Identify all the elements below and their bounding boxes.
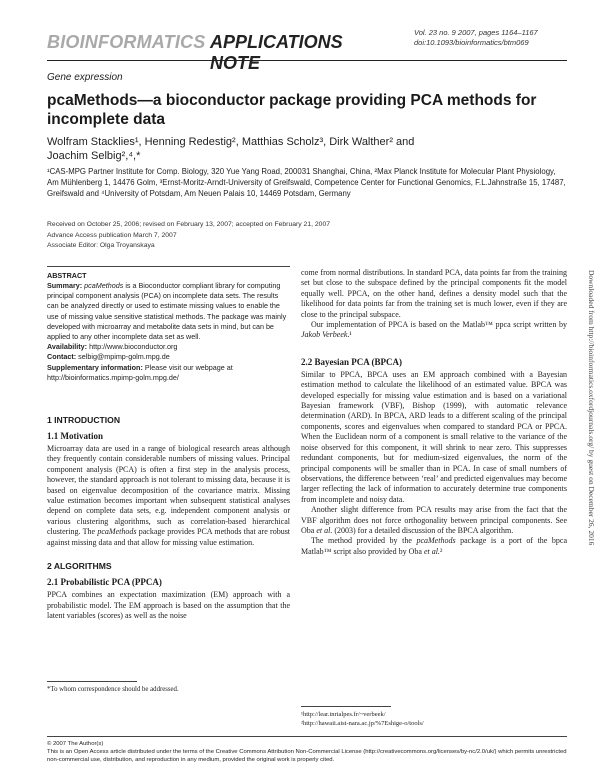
doi-line: doi:10.1093/bioinformatics/btm069 (414, 38, 529, 47)
left-column (47, 268, 290, 621)
bpca-p3-text-a: The method provided by the (311, 536, 412, 546)
subsection-heading-ppca: 2.1 Probabilistic PCA (PPCA) (47, 577, 162, 588)
author-line-2: Joachim Selbig²,⁴,* (47, 150, 141, 162)
ppca-implementation-paragraph (301, 320, 567, 341)
download-watermark: Downloaded from http://bioinformatics.oxfordjournals.org/ by guest on December 26, 2016 (587, 270, 596, 546)
abstract-rule (47, 266, 290, 267)
paper-title: pcaMethods—a bioconductor package providing PCA methods for incomplete data (47, 92, 537, 128)
article-history (47, 220, 567, 252)
ppca-paragraph-continued: come from normal distributions. In standard PCA, data points far from the training set but close to the subspace defined by the principal components fit the model equally well. PPCA, on the other hand, defines a density model such that the likelihood for data points far from the training set is much lower, even if they are close to the principal subspace. (301, 268, 567, 319)
right-column (301, 268, 567, 557)
ppca-impl-text-a: Our implementation of PPCA is based on the Matlab™ ppca script written by (311, 320, 567, 330)
bpca-p2-text-a: Another slight difference from PCA results may arise from the fact that the VBF algorithm does not force orthogonality between principal components. See Oba (301, 505, 567, 535)
motivation-package: pcaMethods (97, 527, 137, 537)
abstract-heading: ABSTRACT (47, 271, 87, 280)
summary-package: pcaMethods (84, 281, 124, 290)
summary-label: Summary: (47, 281, 83, 290)
availability-link[interactable]: http://www.bioconductor.org (89, 342, 178, 352)
bpca-p3-etal: et al. (423, 546, 440, 556)
journal-name: BIOINFORMATICS (47, 32, 206, 52)
supplementary-text: Please visit our webpage at http://bioinformatics.mpimp-golm.mpg.de/ (47, 362, 233, 382)
copyright-line: © 2007 The Author(s) (47, 741, 104, 747)
supplementary-label: Supplementary information: (47, 362, 143, 372)
ppca-impl-author: Jakob Verbeek (301, 330, 348, 340)
bpca-p3-package: pcaMethods (416, 536, 456, 546)
author-line-1: Wolfram Stacklies¹, Henning Redestig², Matthias Scholz³, Dirk Walther² and (47, 136, 415, 148)
motivation-paragraph (47, 444, 290, 548)
header-meta (414, 28, 574, 48)
volume-line: Vol. 23 no. 9 2007, pages 1164–1167 (414, 28, 538, 37)
footnote-1[interactable]: ¹http://lear.inrialpes.fr/~verbeek/ (301, 711, 386, 718)
bpca-p3-text-b: package is a port of the bpca Matlab™ script also provided by Oba (301, 536, 568, 556)
associate-editor: Associate Editor: Olga Troyanskaya (47, 242, 155, 249)
section-heading-introduction: 1 INTRODUCTION (47, 415, 121, 426)
received-dates: Received on October 25, 2006; revised on February 13, 2007; accepted on February 21, 2007 (47, 221, 331, 228)
bpca-p3-text-c: ² (439, 546, 443, 556)
contact-email[interactable]: selbig@mpimp-golm.mpg.de (78, 352, 170, 362)
footnote-2[interactable]: ²http://hawaii.aist-nara.ac.jp/%7Eshige-o/tools/ (301, 720, 424, 727)
abstract-availability (47, 342, 290, 352)
subsection-heading-bpca: 2.2 Bayesian PCA (BPCA) (301, 356, 402, 367)
section-heading-algorithms: 2 ALGORITHMS (47, 561, 112, 572)
abstract-contact (47, 352, 290, 362)
footnote-rule-right (301, 706, 391, 707)
motivation-text-a: Microarray data are used in a range of biological research areas although they frequently contain considerable numbers of missing values. Principal component analysis (PCA) is often a first step in the analysis process, however, the standard approach is not tolerant to missing data, because it is based on eigenvalue decomposition of the covariance matrix. Missing value estimation becomes important when subsequent statistical analyses depend on complete data sets, e.g. independent component analysis or various clustering algorithms, such as correlation-based hierarchical clustering. The (47, 444, 290, 537)
copyright-notice (47, 740, 567, 764)
summary-text: is a Bioconductor compliant library for computing principal component analysis (PCA) on incomplete data sets. The results can be analyzed directly or used to estimate missing values to enable the use of missing value sensitive statistical methods. The package was mainly developed with microarray and metabolite data sets in mind, but can be applied to any other incomplete data set as well. (47, 281, 287, 342)
bpca-paragraph-3 (301, 536, 567, 557)
motivation-text-b: package provides PCA methods that are robust against missing data and that allow for missing value estimation. (47, 527, 291, 547)
category-label: Gene expression (47, 72, 123, 83)
correspondence-note: *To whom correspondence should be addressed. (47, 686, 179, 693)
copyright-rule (47, 736, 567, 737)
abstract-summary (47, 281, 290, 342)
bpca-p2-text-b: (2003) for a detailed discussion of the BPCA algorithm. (334, 525, 514, 535)
contact-label: Contact: (47, 352, 77, 362)
journal-header (47, 28, 387, 73)
footnotes (301, 710, 567, 728)
ppca-impl-text-b: .¹ (347, 330, 352, 340)
author-list (47, 135, 567, 163)
availability-label: Availability: (47, 342, 88, 352)
affiliations: ¹CAS-MPG Partner Institute for Comp. Biology, 320 Yue Yang Road, 200031 Shanghai, China, ²Max Planck Institute for Molecular Plant Physiology, Am Mühlenberg 1, 14476 Golm, ³Ernst-Moritz-Arndt-University of Greifswald, Competence Center for Functional Genomics, F.L.Jahnstraße 15, 17487, Greifswald and ⁴University of Potsdam, Am Neuen Palais 10, 14469 Potsdam, Germany (47, 167, 566, 198)
license-text: This is an Open Access article distributed under the terms of the Creative Commons Attribution Non-Commercial License (http://creativecommons.org/licenses/by-nc/2.0/uk/) which permits unrestricted non-commercial use, distribution, and reproduction in any medium, provided the original work is properly cited. (47, 749, 567, 763)
ppca-paragraph: PPCA combines an expectation maximization (EM) approach with a probabilistic model. The EM approach is based on the assumption that the latent variables (scores) as well as the noise (47, 590, 290, 620)
subsection-heading-motivation: 1.1 Motivation (47, 431, 103, 442)
abstract-supplementary (47, 363, 290, 383)
header-rule (47, 60, 567, 61)
advance-access: Advance Access publication March 7, 2007 (47, 231, 177, 239)
bpca-paragraph-2 (301, 505, 567, 536)
bpca-p2-etal: et al. (316, 525, 333, 535)
footnote-rule-left (47, 681, 137, 682)
abstract (47, 271, 290, 383)
bpca-paragraph-1: Similar to PPCA, BPCA uses an EM approach combined with a Bayesian estimation method to calculate the likelihood of an estimated value. BPCA was developed especially for missing value estimation and is based on a variational Bayesian framework (VBF), Bishop (1999), with automatic relevance determination (ARD). In BPCA, ARD leads to a different scaling of the principal components, scores and eigenvalues when compared to standard PCA or PPCA. When the Euclidean norm of a component is small relative to the variance of the noise observed for this component, it will shrink to near zero. This suppresses redundant components, but for medium-sized eigenvalues, the norm of the principal components will be smaller than in PCA. In case of small numbers of observations, the difference between ‘real’ and predicted eigenvalues may become larger reflecting the lack of information to accurately determine true components from incomplete and noisy data. (301, 369, 567, 504)
section-name: APPLICATIONS NOTE (210, 32, 343, 73)
